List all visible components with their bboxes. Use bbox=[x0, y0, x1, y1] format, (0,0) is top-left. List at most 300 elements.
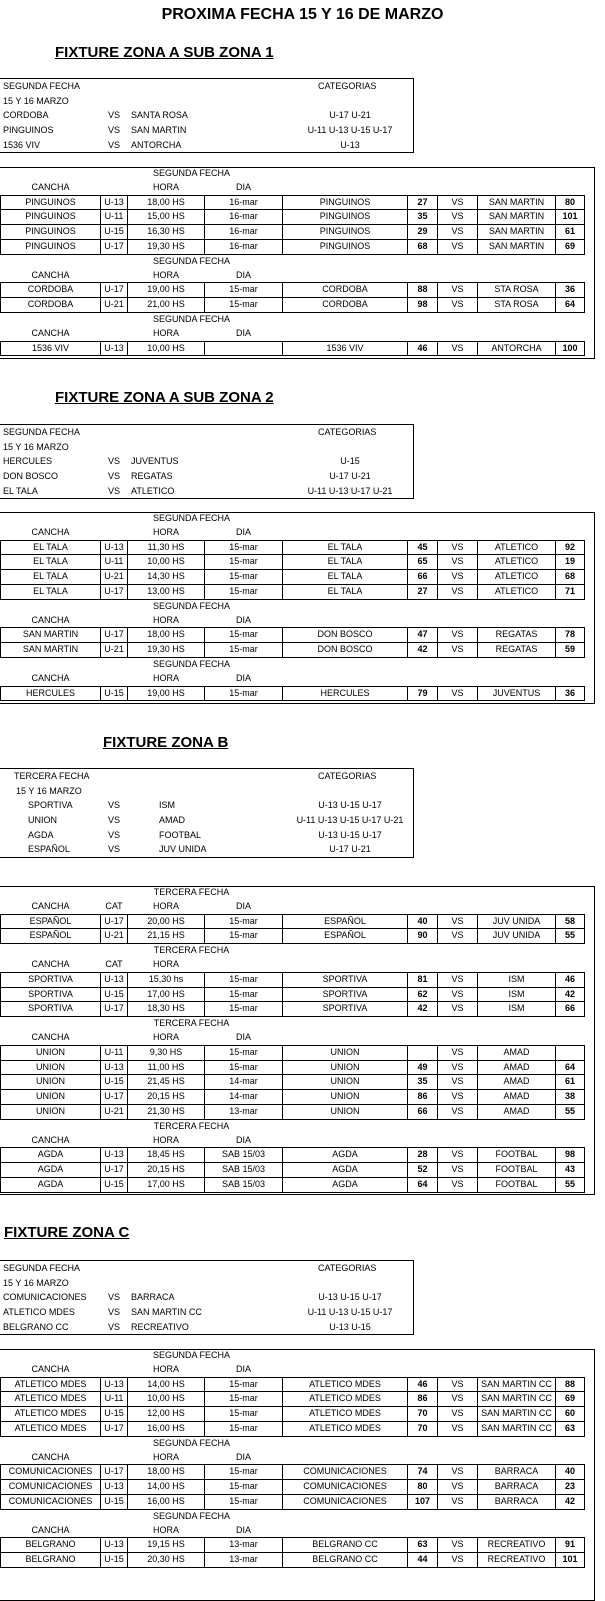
col-header-dia: DIA bbox=[235, 327, 251, 338]
round-label: SEGUNDA FECHA bbox=[152, 313, 230, 324]
cell-cat: U-17 bbox=[101, 584, 128, 599]
home-team: DON BOSCO bbox=[3, 471, 59, 482]
home-team: CORDOBA bbox=[3, 110, 49, 121]
date-label: 15 Y 16 MARZO bbox=[16, 785, 82, 796]
cell-visitante: SAN MARTIN CC bbox=[478, 1407, 556, 1422]
cell-hora: 16,30 HS bbox=[128, 225, 205, 240]
cell-dia: 15-mar bbox=[205, 1045, 283, 1060]
fixture-frame bbox=[0, 512, 595, 704]
col-header-hora: HORA bbox=[152, 1524, 179, 1535]
cell-local: CORDOBA bbox=[283, 298, 408, 313]
cell-vs: VS bbox=[438, 1075, 478, 1090]
cell-vs: VS bbox=[438, 283, 478, 298]
col-header-hora: HORA bbox=[152, 181, 179, 192]
round-label: SEGUNDA FECHA bbox=[3, 81, 81, 91]
cell-hora: 18,00 HS bbox=[128, 1465, 205, 1480]
cell-score-local: 90 bbox=[408, 929, 438, 944]
cell-cat: U-13 bbox=[101, 1148, 128, 1163]
cell-local: AGDA bbox=[283, 1163, 408, 1178]
cell-score-visit: 91 bbox=[556, 1538, 585, 1553]
cell-local: PINGUINOS bbox=[283, 239, 408, 254]
match-summary-row bbox=[0, 842, 413, 857]
cell-vs: VS bbox=[438, 1177, 478, 1192]
cell-score-local: 74 bbox=[408, 1465, 438, 1480]
cell-score-visit: 101 bbox=[556, 210, 585, 225]
cell-cancha: UNION bbox=[1, 1060, 101, 1075]
cell-vs: VS bbox=[438, 239, 478, 254]
cell-visitante: AMAD bbox=[478, 1045, 556, 1060]
col-header-hora: HORA bbox=[152, 900, 179, 911]
col-header-hora: HORA bbox=[152, 958, 179, 969]
cell-local: UNION bbox=[283, 1104, 408, 1119]
cell-dia: 15-mar bbox=[205, 298, 283, 313]
cell-visitante: JUV UNIDA bbox=[478, 929, 556, 944]
cell-hora: 21,15 HS bbox=[128, 929, 205, 944]
cell-dia: 14-mar bbox=[205, 1075, 283, 1090]
cell-cat: U-17 bbox=[101, 1465, 128, 1480]
cell-vs: VS bbox=[438, 584, 478, 599]
cell-dia: 15-mar bbox=[205, 1002, 283, 1017]
cell-vs: VS bbox=[438, 540, 478, 555]
cell-score-local: 35 bbox=[408, 210, 438, 225]
cell-cancha: ESPAÑOL bbox=[1, 914, 101, 929]
cell-hora: 16,00 HS bbox=[128, 1421, 205, 1436]
cell-dia: 15-mar bbox=[205, 1377, 283, 1392]
vs-label: VS bbox=[108, 485, 121, 496]
page-title: PROXIMA FECHA 15 Y 16 DE MARZO bbox=[161, 6, 444, 23]
round-label: TERCERA FECHA bbox=[153, 887, 230, 897]
cell-hora: 15,30 hs bbox=[128, 972, 205, 987]
match-categories: U-13 bbox=[340, 139, 360, 150]
cell-local: EL TALA bbox=[283, 570, 408, 585]
cell-vs: VS bbox=[438, 929, 478, 944]
cell-hora: 15,00 HS bbox=[128, 210, 205, 225]
match-categories: U-17 U-21 bbox=[329, 844, 371, 855]
cell-score-local: 35 bbox=[408, 1075, 438, 1090]
cell-visitante: REGATAS bbox=[478, 628, 556, 643]
cell-score-local: 80 bbox=[408, 1480, 438, 1495]
cell-local: ATLETICO MDES bbox=[283, 1392, 408, 1407]
cell-score-visit: 42 bbox=[556, 987, 585, 1002]
cell-local: EL TALA bbox=[283, 584, 408, 599]
cell-vs: VS bbox=[438, 298, 478, 313]
away-team: ATLETICO bbox=[131, 485, 175, 496]
cell-cat: U-13 bbox=[101, 540, 128, 555]
cell-cat: U-21 bbox=[101, 929, 128, 944]
cell-hora: 20,30 HS bbox=[128, 1553, 205, 1568]
cell-visitante: SAN MARTIN CC bbox=[478, 1421, 556, 1436]
cell-score-visit: 55 bbox=[556, 1104, 585, 1119]
cell-local: PINGUINOS bbox=[283, 195, 408, 210]
col-header-hora: HORA bbox=[152, 1363, 179, 1374]
cell-score-visit: 100 bbox=[556, 341, 585, 356]
cell-cat: U-11 bbox=[101, 1045, 128, 1060]
col-header-cancha: CANCHA bbox=[31, 1451, 70, 1462]
col-header-dia: DIA bbox=[235, 1451, 251, 1462]
vs-label: VS bbox=[108, 110, 121, 121]
cell-visitante: AMAD bbox=[478, 1104, 556, 1119]
cell-cat: U-17 bbox=[101, 1090, 128, 1105]
cell-cancha: EL TALA bbox=[1, 570, 101, 585]
cell-hora: 9,30 HS bbox=[128, 1045, 205, 1060]
cell-cat: U-15 bbox=[101, 1177, 128, 1192]
cell-visitante: ANTORCHA bbox=[478, 341, 556, 356]
cell-score-visit: 19 bbox=[556, 555, 585, 570]
cell-visitante: AMAD bbox=[478, 1090, 556, 1105]
cell-dia: 15-mar bbox=[205, 643, 283, 658]
cell-cancha: COMUNICACIONES bbox=[1, 1465, 101, 1480]
cell-vs: VS bbox=[438, 686, 478, 701]
cell-vs: VS bbox=[438, 914, 478, 929]
cell-score-visit: 23 bbox=[556, 1480, 585, 1495]
home-team: UNION bbox=[28, 815, 57, 826]
round-label: SEGUNDA FECHA bbox=[152, 168, 230, 178]
match-categories: U-15 bbox=[340, 456, 360, 467]
round-label: SEGUNDA FECHA bbox=[152, 1510, 230, 1521]
cell-hora: 20,00 HS bbox=[128, 914, 205, 929]
date-label: 15 Y 16 MARZO bbox=[3, 441, 69, 452]
cell-local: DON BOSCO bbox=[283, 643, 408, 658]
cell-local: ATLETICO MDES bbox=[283, 1421, 408, 1436]
col-header-cancha: CANCHA bbox=[31, 958, 70, 969]
cell-score-visit: 58 bbox=[556, 914, 585, 929]
cell-cat: U-17 bbox=[101, 283, 128, 298]
cell-cat: U-15 bbox=[101, 1494, 128, 1509]
cell-hora: 21,00 HS bbox=[128, 298, 205, 313]
cell-vs: VS bbox=[438, 1090, 478, 1105]
cell-visitante: FOOTBAL bbox=[478, 1148, 556, 1163]
col-header-cancha: CANCHA bbox=[31, 1031, 70, 1042]
cell-cat: U-11 bbox=[101, 210, 128, 225]
cell-score-local: 70 bbox=[408, 1407, 438, 1422]
cell-dia: 15-mar bbox=[205, 555, 283, 570]
vs-label: VS bbox=[108, 139, 121, 150]
cell-cat: U-13 bbox=[101, 1377, 128, 1392]
cell-dia: 15-mar bbox=[205, 540, 283, 555]
cell-local: BELGRANO CC bbox=[283, 1538, 408, 1553]
match-summary-row bbox=[0, 828, 413, 843]
cell-score-visit: 78 bbox=[556, 628, 585, 643]
cell-dia: 16-mar bbox=[205, 195, 283, 210]
cell-hora: 19,00 HS bbox=[128, 283, 205, 298]
cell-visitante: RECREATIVO bbox=[478, 1538, 556, 1553]
match-summary-row bbox=[0, 813, 413, 828]
col-header-cancha: CANCHA bbox=[31, 614, 70, 625]
date-label: 15 Y 16 MARZO bbox=[3, 1277, 69, 1288]
cell-score-local: 63 bbox=[408, 1538, 438, 1553]
cell-score-local: 86 bbox=[408, 1392, 438, 1407]
cell-cat: U-13 bbox=[101, 341, 128, 356]
cell-score-visit: 43 bbox=[556, 1163, 585, 1178]
cell-local: COMUNICACIONES bbox=[283, 1480, 408, 1495]
home-team: COMUNICACIONES bbox=[3, 1292, 87, 1303]
cell-cat: U-17 bbox=[101, 914, 128, 929]
cell-cancha: ESPAÑOL bbox=[1, 929, 101, 944]
cell-score-visit: 64 bbox=[556, 1060, 585, 1075]
match-categories: U-11 U-13 U-17 U-21 bbox=[307, 485, 393, 496]
col-header-cat: CAT bbox=[105, 958, 123, 969]
cell-local: DON BOSCO bbox=[283, 628, 408, 643]
cell-hora: 10,00 HS bbox=[128, 1392, 205, 1407]
cell-local: SPORTIVA bbox=[283, 987, 408, 1002]
cell-hora: 18,00 HS bbox=[128, 628, 205, 643]
categories-header: CATEGORIAS bbox=[318, 81, 377, 91]
cell-dia: SAB 15/03 bbox=[205, 1177, 283, 1192]
cell-cancha: EL TALA bbox=[1, 584, 101, 599]
cell-score-visit: 59 bbox=[556, 643, 585, 658]
cell-vs: VS bbox=[438, 643, 478, 658]
cell-visitante: JUV UNIDA bbox=[478, 914, 556, 929]
cell-score-local: 66 bbox=[408, 1104, 438, 1119]
match-categories: U-13 U-15 U-17 bbox=[318, 829, 382, 840]
away-team: REGATAS bbox=[131, 471, 173, 482]
cell-score-local: 88 bbox=[408, 283, 438, 298]
cell-score-visit: 98 bbox=[556, 1148, 585, 1163]
round-label: SEGUNDA FECHA bbox=[3, 427, 81, 437]
cell-local: AGDA bbox=[283, 1177, 408, 1192]
cell-vs: VS bbox=[438, 972, 478, 987]
cell-score-visit: 68 bbox=[556, 570, 585, 585]
cell-score-local: 42 bbox=[408, 1002, 438, 1017]
cell-score-local: 47 bbox=[408, 628, 438, 643]
cell-cancha: SPORTIVA bbox=[1, 972, 101, 987]
cell-cancha: EL TALA bbox=[1, 540, 101, 555]
cell-vs: VS bbox=[438, 1377, 478, 1392]
cell-visitante: ATLETICO bbox=[478, 584, 556, 599]
cell-visitante: BARRACA bbox=[478, 1480, 556, 1495]
cell-dia: 15-mar bbox=[205, 584, 283, 599]
col-header-hora: HORA bbox=[152, 526, 179, 537]
cell-visitante: STA ROSA bbox=[478, 298, 556, 313]
cell-hora: 19,30 HS bbox=[128, 643, 205, 658]
cell-vs: VS bbox=[438, 1553, 478, 1568]
col-header-dia: DIA bbox=[235, 269, 251, 280]
match-summary-row bbox=[0, 469, 413, 484]
cell-local: SPORTIVA bbox=[283, 1002, 408, 1017]
match-summary-row bbox=[0, 798, 413, 813]
cell-cancha: ATLETICO MDES bbox=[1, 1392, 101, 1407]
cell-score-local: 52 bbox=[408, 1163, 438, 1178]
col-header-dia: DIA bbox=[235, 900, 251, 911]
away-team: JUVENTUS bbox=[131, 456, 179, 467]
cell-dia: 16-mar bbox=[205, 239, 283, 254]
cell-cancha: COMUNICACIONES bbox=[1, 1494, 101, 1509]
date-label: 15 Y 16 MARZO bbox=[3, 95, 69, 106]
cell-score-visit: 42 bbox=[556, 1494, 585, 1509]
match-categories: U-11 U-13 U-15 U-17 U-21 bbox=[296, 815, 404, 826]
cell-score-visit: 46 bbox=[556, 972, 585, 987]
match-categories: U-13 U-15 U-17 bbox=[318, 800, 382, 811]
col-header-cancha: CANCHA bbox=[31, 900, 70, 911]
cell-cancha: AGDA bbox=[1, 1163, 101, 1178]
categories-header: CATEGORIAS bbox=[318, 1263, 377, 1273]
cell-local: SPORTIVA bbox=[283, 972, 408, 987]
cell-cat: U-13 bbox=[101, 1060, 128, 1075]
col-header-hora: HORA bbox=[152, 672, 179, 683]
home-team: ATLETICO MDES bbox=[3, 1307, 75, 1318]
cell-visitante: SAN MARTIN bbox=[478, 210, 556, 225]
cell-dia: SAB 15/03 bbox=[205, 1163, 283, 1178]
match-categories: U-17 U-21 bbox=[329, 110, 371, 121]
vs-label: VS bbox=[108, 800, 121, 811]
cell-dia: 15-mar bbox=[205, 283, 283, 298]
zone-summary-box bbox=[0, 1260, 414, 1335]
away-team: JUV UNIDA bbox=[159, 844, 207, 855]
cell-vs: VS bbox=[438, 1465, 478, 1480]
cell-hora: 14,30 HS bbox=[128, 570, 205, 585]
round-label: TERCERA FECHA bbox=[153, 945, 230, 956]
cell-cancha: PINGUINOS bbox=[1, 225, 101, 240]
cell-local: 1536 VIV bbox=[283, 341, 408, 356]
vs-label: VS bbox=[108, 829, 121, 840]
cell-dia: 15-mar bbox=[205, 1465, 283, 1480]
cell-visitante: AMAD bbox=[478, 1060, 556, 1075]
col-header-cat: CAT bbox=[105, 900, 123, 911]
cell-vs: VS bbox=[438, 195, 478, 210]
cell-local: ATLETICO MDES bbox=[283, 1407, 408, 1422]
round-label: TERCERA FECHA bbox=[153, 1018, 230, 1029]
cell-hora: 11,30 HS bbox=[128, 540, 205, 555]
cell-score-visit: 88 bbox=[556, 1377, 585, 1392]
col-header-hora: HORA bbox=[152, 269, 179, 280]
home-team: SPORTIVA bbox=[28, 800, 73, 811]
col-header-dia: DIA bbox=[235, 1031, 251, 1042]
cell-score-visit: 71 bbox=[556, 584, 585, 599]
cell-cancha: BELGRANO bbox=[1, 1553, 101, 1568]
cell-score-visit: 55 bbox=[556, 929, 585, 944]
cell-cancha: UNION bbox=[1, 1075, 101, 1090]
cell-score-local: 27 bbox=[408, 584, 438, 599]
cell-cat: U-15 bbox=[101, 225, 128, 240]
cell-cancha: UNION bbox=[1, 1090, 101, 1105]
cell-local: ESPAÑOL bbox=[283, 914, 408, 929]
cell-cat: U-17 bbox=[101, 628, 128, 643]
away-team: ANTORCHA bbox=[131, 139, 182, 150]
cell-cancha: 1536 VIV bbox=[1, 341, 101, 356]
cell-visitante: JUVENTUS bbox=[478, 686, 556, 701]
col-header-dia: DIA bbox=[235, 526, 251, 537]
cell-cancha: AGDA bbox=[1, 1148, 101, 1163]
cell-cat: U-15 bbox=[101, 1407, 128, 1422]
cell-cancha: SPORTIVA bbox=[1, 987, 101, 1002]
cell-local: PINGUINOS bbox=[283, 225, 408, 240]
round-label: SEGUNDA FECHA bbox=[3, 1263, 81, 1273]
cell-hora: 10,00 HS bbox=[128, 555, 205, 570]
cell-cat: U-11 bbox=[101, 1392, 128, 1407]
cell-dia: SAB 15/03 bbox=[205, 1148, 283, 1163]
cell-cat: U-15 bbox=[101, 1075, 128, 1090]
vs-label: VS bbox=[108, 1292, 121, 1303]
round-label: SEGUNDA FECHA bbox=[152, 658, 230, 669]
col-header-dia: DIA bbox=[235, 1134, 251, 1145]
cell-visitante: RECREATIVO bbox=[478, 1553, 556, 1568]
vs-label: VS bbox=[108, 456, 121, 467]
cell-hora: 13,00 HS bbox=[128, 584, 205, 599]
cell-dia: 16-mar bbox=[205, 225, 283, 240]
cell-score-visit: 64 bbox=[556, 298, 585, 313]
cell-score-visit: 63 bbox=[556, 1421, 585, 1436]
fixture-frame bbox=[0, 886, 595, 1195]
cell-hora: 19,00 HS bbox=[128, 686, 205, 701]
cell-dia: 15-mar bbox=[205, 628, 283, 643]
home-team: AGDA bbox=[28, 829, 54, 840]
cell-score-visit: 80 bbox=[556, 195, 585, 210]
cell-cancha: BELGRANO bbox=[1, 1538, 101, 1553]
cell-cat: U-13 bbox=[101, 1480, 128, 1495]
cell-dia: 15-mar bbox=[205, 1407, 283, 1422]
cell-dia: 15-mar bbox=[205, 972, 283, 987]
cell-visitante: ATLETICO bbox=[478, 570, 556, 585]
cell-score-local: 27 bbox=[408, 195, 438, 210]
cell-local: ATLETICO MDES bbox=[283, 1377, 408, 1392]
cell-cancha: CORDOBA bbox=[1, 298, 101, 313]
cell-local: UNION bbox=[283, 1060, 408, 1075]
away-team: ISM bbox=[159, 800, 176, 811]
vs-label: VS bbox=[108, 815, 121, 826]
cell-cat: U-21 bbox=[101, 570, 128, 585]
cell-vs: VS bbox=[438, 1060, 478, 1075]
cell-hora: 12,00 HS bbox=[128, 1407, 205, 1422]
cell-local: BELGRANO CC bbox=[283, 1553, 408, 1568]
col-header-cancha: CANCHA bbox=[31, 1363, 70, 1374]
cell-cancha: EL TALA bbox=[1, 555, 101, 570]
cell-visitante: SAN MARTIN bbox=[478, 239, 556, 254]
cell-score-visit: 61 bbox=[556, 1075, 585, 1090]
cell-vs: VS bbox=[438, 628, 478, 643]
cell-hora: 11,00 HS bbox=[128, 1060, 205, 1075]
cell-hora: 20,15 HS bbox=[128, 1090, 205, 1105]
fixture-frame bbox=[0, 1349, 595, 1601]
cell-cat: U-17 bbox=[101, 1421, 128, 1436]
cell-score-local: 46 bbox=[408, 341, 438, 356]
cell-cat: U-13 bbox=[101, 195, 128, 210]
cell-hora: 16,00 HS bbox=[128, 1494, 205, 1509]
round-label: SEGUNDA FECHA bbox=[152, 600, 230, 611]
cell-cancha: ATLETICO MDES bbox=[1, 1407, 101, 1422]
cell-visitante: ATLETICO bbox=[478, 555, 556, 570]
col-header-dia: DIA bbox=[235, 672, 251, 683]
cell-vs: VS bbox=[438, 210, 478, 225]
cell-vs: VS bbox=[438, 1392, 478, 1407]
cell-cancha: HERCULES bbox=[1, 686, 101, 701]
cell-score-visit: 101 bbox=[556, 1553, 585, 1568]
cell-cancha: COMUNICACIONES bbox=[1, 1480, 101, 1495]
cell-dia: 15-mar bbox=[205, 1060, 283, 1075]
cell-cancha: PINGUINOS bbox=[1, 239, 101, 254]
cell-score-visit: 36 bbox=[556, 283, 585, 298]
cell-score-local: 42 bbox=[408, 643, 438, 658]
cell-local: ESPAÑOL bbox=[283, 929, 408, 944]
cell-local: EL TALA bbox=[283, 555, 408, 570]
cell-cat: U-21 bbox=[101, 643, 128, 658]
cell-score-visit: 36 bbox=[556, 686, 585, 701]
cell-cancha: ATLETICO MDES bbox=[1, 1377, 101, 1392]
cell-score-local: 29 bbox=[408, 225, 438, 240]
cell-local: CORDOBA bbox=[283, 283, 408, 298]
col-header-cancha: CANCHA bbox=[31, 327, 70, 338]
cell-score-local: 62 bbox=[408, 987, 438, 1002]
match-summary-row bbox=[0, 454, 413, 469]
cell-hora: 21,45 HS bbox=[128, 1075, 205, 1090]
cell-dia: 13-mar bbox=[205, 1553, 283, 1568]
match-summary-row bbox=[0, 1290, 413, 1305]
cell-score-local: 44 bbox=[408, 1553, 438, 1568]
cell-score-local: 81 bbox=[408, 972, 438, 987]
zone-summary-box bbox=[0, 424, 414, 499]
cell-score-visit: 61 bbox=[556, 225, 585, 240]
cell-vs: VS bbox=[438, 1421, 478, 1436]
cell-cat: U-15 bbox=[101, 686, 128, 701]
